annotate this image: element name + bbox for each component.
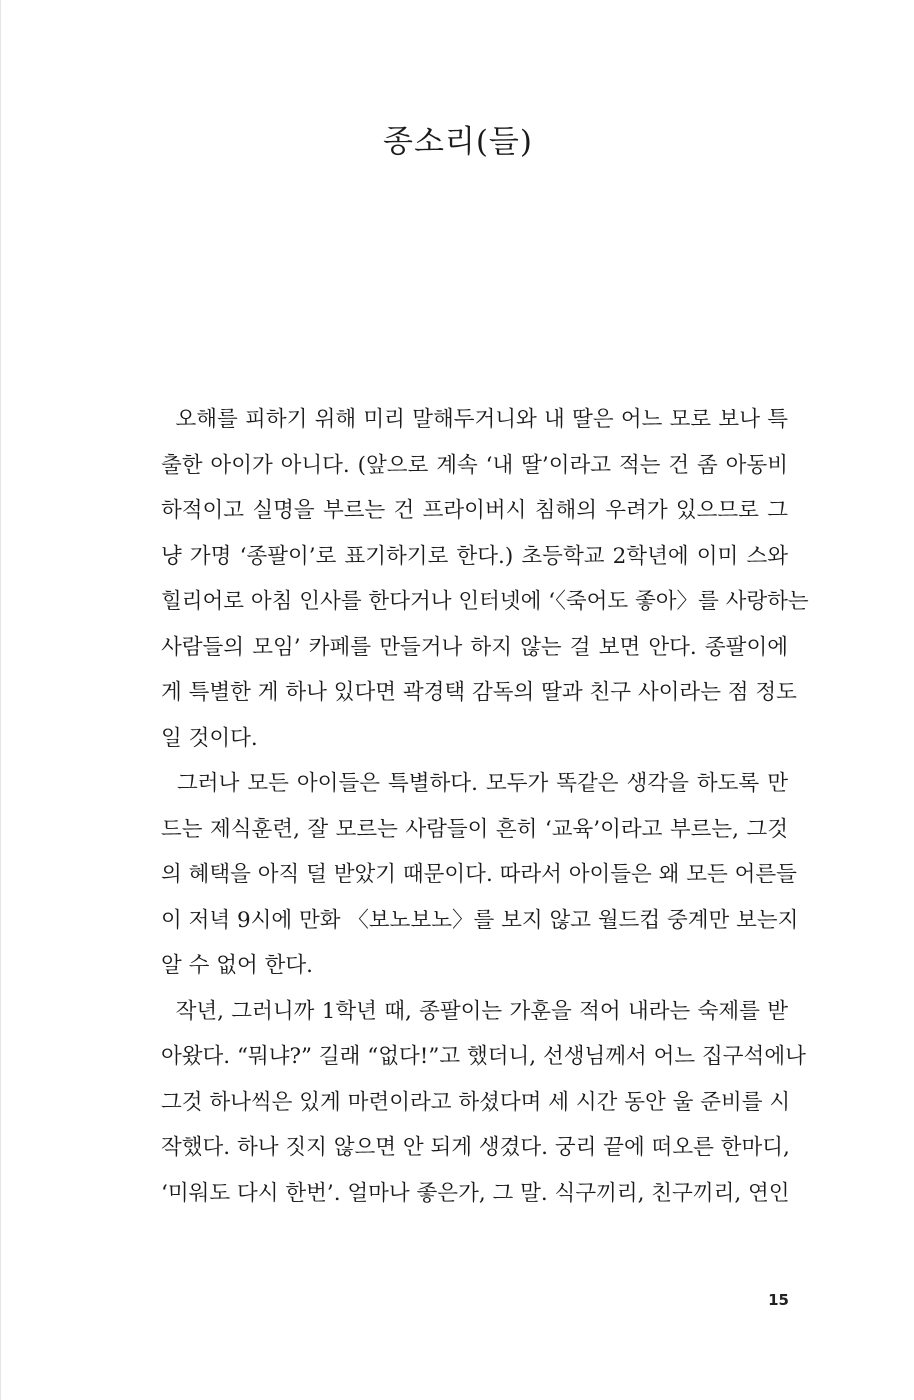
text-line: 그것 하나씩은 있게 마련이라고 하셨다며 세 시간 동안 울 준비를 시 (161, 1089, 791, 1115)
text-line: 힐리어로 아침 인사를 한다거나 인터넷에 ‘〈죽어도 좋아〉를 사랑하는 (161, 589, 809, 614)
text-line: 일 것이다. (161, 725, 258, 751)
text-line: 냥 가명 ‘종팔이’로 표기하기로 한다.) 초등학교 2학년에 이미 스와 (161, 543, 788, 569)
text-line: 출한 아이가 아니다. (앞으로 계속 ‘내 딸’이라고 적는 건 좀 아동비 (161, 452, 788, 478)
text-line: 아왔다. “뭐냐?” 길래 “없다!”고 했더니, 선생님께서 어느 집구석에나 (161, 1044, 806, 1069)
text-line: 게 특별한 게 하나 있다면 곽경택 감독의 딸과 친구 사이라는 점 정도 (161, 680, 797, 705)
page-number: 15 (768, 1291, 789, 1309)
text-line: 하적이고 실명을 부르는 건 프라이버시 침해의 우려가 있으므로 그 (161, 498, 788, 523)
text-line: 그러나 모든 아이들은 특별하다. 모두가 똑같은 생각을 하도록 만 (161, 771, 788, 796)
chapter-title: 종소리(들) (383, 124, 533, 160)
text-line: 사람들의 모임’ 카페를 만들거나 하지 않는 걸 보면 안다. 종팔이에 (161, 634, 788, 660)
text-line: 의 혜택을 아직 덜 받았기 때문이다. 따라서 아이들은 왜 모든 어른들 (161, 862, 797, 887)
text-line: 드는 제식훈련, 잘 모르는 사람들이 흔히 ‘교육’이라고 부르는, 그것 (161, 816, 788, 842)
text-line: 알 수 없어 한다. (161, 953, 313, 978)
text-line: ‘미워도 다시 한번’. 얼마나 좋은가, 그 말. 식구끼리, 친구끼리, 연인 (161, 1180, 790, 1206)
body-text (161, 397, 809, 1216)
text-line: 작년, 그러니까 1학년 때, 종팔이는 가훈을 적어 내라는 숙제를 받 (161, 998, 788, 1024)
text-line: 오해를 피하기 위해 미리 말해두거니와 내 딸은 어느 모로 보나 특 (161, 407, 788, 432)
text-line: 작했다. 하나 짓지 않으면 안 되게 생겼다. 궁리 끝에 떠오른 한마디, (161, 1135, 790, 1160)
text-line: 이 저녁 9시에 만화 〈보노보노〉를 보지 않고 월드컵 중계만 보는지 (161, 907, 799, 933)
